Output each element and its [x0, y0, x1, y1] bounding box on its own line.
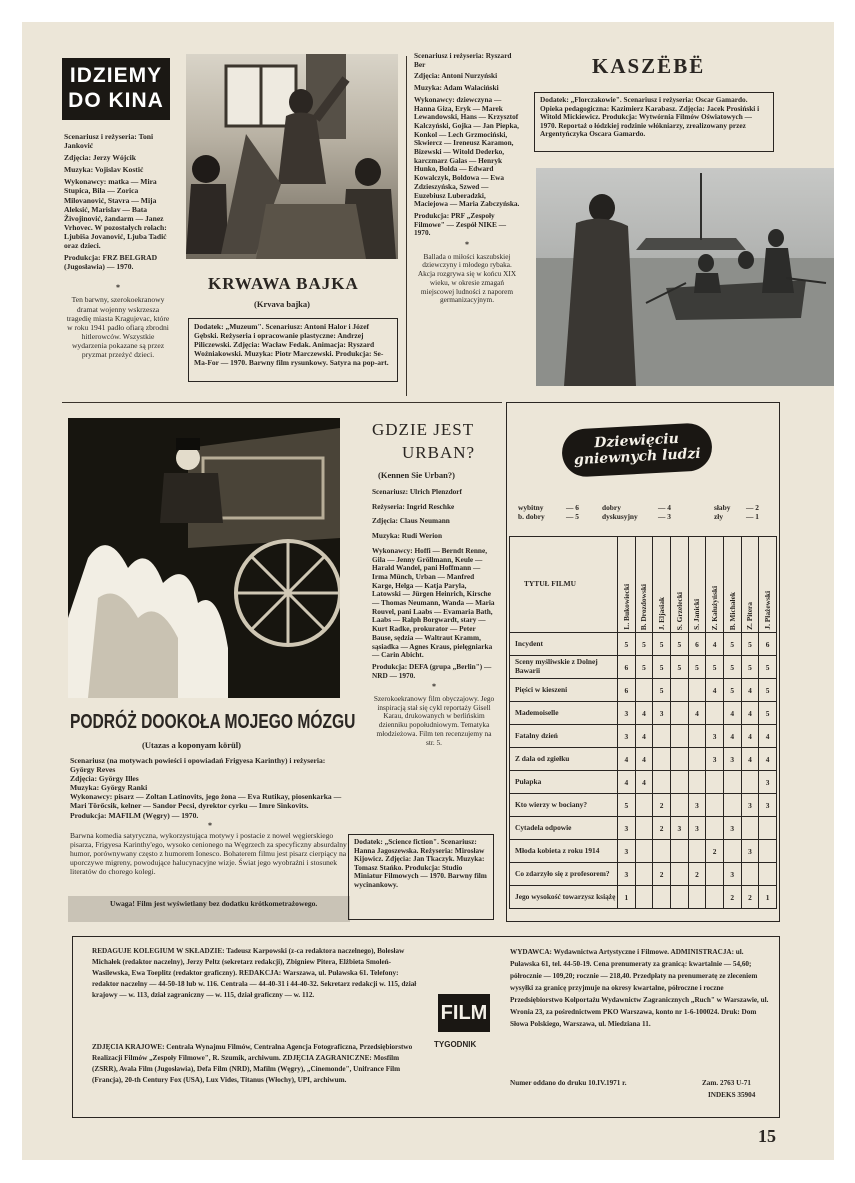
film-title-cell: Incydent [510, 633, 618, 656]
table-row [510, 633, 777, 656]
podroz-credit: Muzyka: György Ranki [70, 783, 148, 793]
score-cell: 3 [618, 725, 636, 748]
podroz-credit: Produkcja: MAFILM (Węgry) — 1970. [70, 810, 199, 820]
urban-review: Szerokoekranowy film obyczajowy. Jego inspiracją stał się cykl reportaży Gisell Karau, drukowanych w berlińskim dzienniku popołudniowym. Tematyka młodzieżowa. Film ten recenzujemy na str. 5. [373, 694, 495, 747]
urban-credit: Produkcja: DEFA (grupa „Berlin") — NRD — 1970. [372, 661, 492, 680]
score-cell: 3 [723, 748, 741, 771]
critic-header [706, 537, 724, 633]
score-cell [741, 817, 759, 840]
urban-credit: Zdjęcia: Claus Neumann [372, 516, 450, 526]
legend-label: zły [714, 511, 724, 521]
score-cell: 4 [723, 702, 741, 725]
score-cell: 4 [741, 679, 759, 702]
critic-name: L. Bukowiecki [621, 584, 631, 630]
section-divider [62, 402, 502, 403]
legend-value: — 3 [658, 511, 671, 521]
score-cell: 4 [741, 725, 759, 748]
score-cell: 3 [741, 840, 759, 863]
score-cell: 3 [688, 817, 706, 840]
urban-credit: Scenariusz: Ulrich Plenzdorf [372, 487, 462, 496]
krwawa-credit: Wykonawcy: matka — Mira Stupica, Bila — Zorica Milovanović, Stavra — Mija Aleksić, Marislav — Bata Živojinović, żandarm — Janez Vrhovec. W pozostałych rolach: Ljubiša Jovanović, Ljuba Tadić oraz dzieci. [64, 177, 167, 251]
film-title-cell: Fatalny dzień [510, 725, 618, 748]
legend-label: dyskusyjny [602, 511, 638, 521]
critic-header [688, 537, 706, 633]
score-cell [706, 817, 724, 840]
krwawa-credit: Zdjęcia: Jerzy Wójcik [64, 153, 136, 163]
score-cell: 5 [635, 633, 653, 656]
score-cell: 2 [653, 863, 671, 886]
legend-value: — 2 [746, 503, 759, 512]
score-cell: 2 [723, 886, 741, 909]
legend-value: — 4 [658, 503, 671, 512]
score-cell: 2 [741, 886, 759, 909]
film-title-cell: Kto wierzy w bociany? [510, 794, 618, 817]
score-cell: 5 [759, 679, 777, 702]
score-cell: 3 [706, 725, 724, 748]
table-row [510, 863, 777, 886]
urban-supplement: Dodatek: „Science fiction". Scenariusz: Hanna Jagoszewska. Reżyseria: Mirosław Kijowicz. Zdjęcia: Jan Tkaczyk. Muzyka: Tomasz Stańko. Produkcja: Studio Miniatur Filmowych — 1970. Barwny film wycinankowy. [354, 837, 487, 889]
score-cell [706, 771, 724, 794]
score-cell [670, 748, 688, 771]
score-cell [635, 840, 653, 863]
score-cell: 6 [618, 656, 636, 679]
critic-header [759, 537, 777, 633]
film-logo [438, 994, 490, 1032]
krwawa-original-title: (Krvava bajka) [254, 299, 310, 309]
kaszebe-review: Ballada o miłości kaszubskiej dziewczyny i młodego rybaka. Akcja rozgrywa się w końcu XIX wieku, w okresie zmagań miejscowej ludności z naporem germanizacyjnym. [417, 251, 517, 305]
score-cell: 5 [723, 633, 741, 656]
krwawa-photo-scene [186, 54, 398, 259]
krwawa-credit: Muzyka: Vojislav Kostić [64, 165, 144, 175]
score-cell: 3 [653, 702, 671, 725]
critic-name: Z. Kałużyński [710, 585, 720, 630]
critic-header [670, 537, 688, 633]
score-cell: 5 [653, 656, 671, 679]
score-cell [759, 817, 777, 840]
score-cell: 5 [653, 679, 671, 702]
score-cell [653, 840, 671, 863]
score-cell [653, 886, 671, 909]
podroz-title: PODRÓŻ DOOKOŁA MOJEGO MÓZGU [70, 711, 356, 733]
podroz-note-box [68, 896, 350, 922]
score-cell: 3 [706, 748, 724, 771]
film-title-cell: Cytadela odpowie [510, 817, 618, 840]
table-row [510, 794, 777, 817]
legend-label: b. dobry [518, 511, 545, 521]
film-title-cell: Pułapka [510, 771, 618, 794]
score-cell: 5 [759, 702, 777, 725]
legend-value: — 6 [566, 503, 579, 512]
podroz-photo [68, 418, 340, 698]
score-cell: 4 [706, 633, 724, 656]
grades-table [509, 536, 777, 909]
score-cell: 5 [706, 656, 724, 679]
score-cell [670, 771, 688, 794]
score-cell [706, 863, 724, 886]
krwawa-review: Ten barwny, szerokoekranowy dramat wojenny wskrzesza tragedię miasta Kragujevac, które w roku 1941 padło ofiarą zbrodni hitlerowców. Wszystkie wydarzenia pokazane są przez pryzmat przeżyć dzieci. [66, 295, 170, 359]
score-cell [688, 679, 706, 702]
score-cell [670, 725, 688, 748]
legend-label: słaby [714, 503, 731, 512]
score-cell [688, 771, 706, 794]
podroz-note: Uwaga! Film jest wyświetlany bez dodatku krótkometrażowego. [110, 899, 318, 908]
critic-header [723, 537, 741, 633]
page-number: 15 [758, 1126, 776, 1146]
podroz-credit: Scenariusz (na motywach powieści i opowiadań Frigyesa Karinthy) i reżyseria: György Reves [70, 756, 326, 775]
legend-value: — 1 [746, 511, 759, 521]
podroz-credits: Scenariusz (na motywach powieści i opowiadań Frigyesa Karinthy) i reżyseria: György Reves Zdjęcia: György Illes Muzyka: György Ranki Wykonawcy: pisarz — Zoltan Latinovits, jego żona — Eva Rutikay, piosenkarka — Mari Törőcsik, kelner — Sandor Pecsi, dyrektor cyrku — Imre Sinkovits. Produkcja: MAFILM (Węgry) — 1970. * Barwna komedia satyryczna, wykorzystująca motywy i postacie z nowel węgierskiego pisarza, Frigyesa Karinthy'ego, wysoko cenionego na Węgrzech za specyficzny absurdalny humor, porównywany często z humorem Ionesco. Bohaterem filmu jest pisarz cierpiący na uporczywe migreny, powodujące halucynacyjne wizje. Świat jego wyobraźni i stosunek literatów do chorego kolegi. [70, 756, 350, 879]
grades-heading-badge [561, 422, 713, 478]
score-cell: 4 [706, 679, 724, 702]
film-title-cell: Z dala od zgiełku [510, 748, 618, 771]
score-cell [670, 794, 688, 817]
score-cell: 4 [635, 771, 653, 794]
score-cell [653, 725, 671, 748]
urban-credit: Wykonawcy: Hoffi — Berndt Renne, Gila — Jenny Gröllmann, Keule — Harald Wandel, pani Hoffmann — Irma Münch, Urban — Manfred Karge, Helga — Katja Paryla, Latowski — Jürgen Heinrich, Kirsche — Thomas Neumann, Wanda — Maria Rouvel, pani Laabs — Evamaria Bath, Laabs — Ralph Borgwardt, stary — Kurt Radke, prokurator — Peter Bause, sędzia — Waltraut Kramm, sąsiadka — Agnes Kraus, pielęgniarka — Carin Abicht. [372, 545, 495, 660]
critic-header [635, 537, 653, 633]
score-cell: 4 [741, 748, 759, 771]
score-cell: 6 [688, 633, 706, 656]
score-cell: 1 [759, 886, 777, 909]
score-cell [670, 886, 688, 909]
score-cell: 5 [759, 656, 777, 679]
kaszebe-credit: Wykonawcy: dziewczyna — Hanna Giza, Eryk — Marek Lewandowski, Hans — Krzysztof Kalczyński, Gojka — Jan Piepka, Konkol — Lech Grzmociński, Skwiercz — Ireneusz Karamon, Bizewski — Witold Dederko, karczmarz Galas — Henryk Hunko, Bolda — Edward Kowalczyk, Boldowa — Ewa Zdzieszyńska, Szwed — Euzebiusz Luberadzki, Maciejowa — Maria Zabczyńska. [414, 94, 520, 209]
table-row [510, 702, 777, 725]
podroz-credit: Wykonawcy: pisarz — Zoltan Latinovits, jego żona — Eva Rutikay, piosenkarka — Mari Törőcsik, kelner — Sandor Pecsi, dyrektor cyrku — Imre Sinkovits. [70, 792, 342, 811]
magazine-page [22, 22, 834, 1160]
footer-publisher: WYDAWCA: Wydawnictwa Artystyczne i Filmowe. ADMINISTRACJA: ul. Puławska 61, tel. 44-50-19. Cena prenumeraty za granicą: kwartalnie — 54,60; półrocznie — 109,20; rocznie — 218,40. Przedpłaty na prenumeratę ze zleceniem wysyłki za granicę przyjmuje na okresy kwartalne, półroczne i roczne Przedsiębiorstwo Kolportażu Wydawnictw Zagranicznych „Ruch" w Warszawie, ul. Wronia 23, za pośrednictwem PKO Warszawa, konto nr 1-6-100024. Druk: Dom Słowa Polskiego, Warszawa, ul. Miedziana 11. [510, 948, 769, 1028]
table-row [510, 840, 777, 863]
score-cell: 4 [741, 702, 759, 725]
score-cell: 4 [759, 725, 777, 748]
footer-photos: ZDJĘCIA KRAJOWE: Centrala Wynajmu Filmów, Centralna Agencja Fotograficzna, Przedsiębiorstwo Realizacji Filmów „Zespoły Filmowe", R. Szumik, archiwum. ZDJĘCIA ZAGRANICZNE: Mosfilm (ZSRR), Avala Film (Jugosławia), Defa Film (NRD), Mafilm (Węgry), „Cinemonde", Unifrance Film (Francja), 20-th Century Fox (USA), Lux Vides, Titanus (Włochy), UPI, archiwum. [92, 1043, 413, 1084]
krwawa-supplement-box [188, 318, 398, 382]
score-cell [723, 794, 741, 817]
score-cell [670, 679, 688, 702]
score-cell [653, 771, 671, 794]
score-cell [635, 794, 653, 817]
score-cell: 4 [688, 702, 706, 725]
film-title-cell: Młoda kobieta z roku 1914 [510, 840, 618, 863]
score-cell: 5 [723, 656, 741, 679]
grades-header-row [510, 537, 777, 633]
score-cell [635, 817, 653, 840]
score-cell: 4 [618, 771, 636, 794]
score-cell [723, 771, 741, 794]
table-row [510, 656, 777, 679]
score-cell: 3 [741, 794, 759, 817]
score-cell: 2 [706, 840, 724, 863]
cinema-logo-line1: IDZIEMY [69, 64, 163, 87]
kaszebe-credit: Produkcja: PRF „Zespoły Filmowe" — Zespół NIKE — 1970. [414, 210, 507, 238]
krwawa-credits: Scenariusz i reżyseria: Toni Janković Zdjęcia: Jerzy Wójcik Muzyka: Vojislav Kostić Wykonawcy: matka — Mira Stupica, Bila — Zorica Milovanović, Stavra — Mija Aleksić, Marislav — Bata Živojinović, żandarm — Janez Vrhovec. W pozostałych rolach: Ljubiša Jovanović, Ljuba Tadić oraz dzieci. Produkcja: FRZ BELGRAD (Jugosławia) — 1970. * Ten barwny, szerokoekranowy dramat wojenny wskrzesza tragedię miasta Kragujevac, które w roku 1941 padło ofiarą zbrodni hitlerowców. Wszystkie wydarzenia pokazane są przez pryzmat przeżyć dzieci. [64, 132, 172, 362]
score-cell: 5 [618, 794, 636, 817]
score-cell: 4 [759, 748, 777, 771]
score-cell: 5 [723, 679, 741, 702]
score-cell [670, 840, 688, 863]
critic-name: B. Michałek [727, 591, 737, 630]
legend-value: — 5 [566, 511, 579, 521]
film-title-header: TYTUŁ FILMU [510, 537, 618, 633]
score-cell: 4 [635, 702, 653, 725]
score-cell: 3 [670, 817, 688, 840]
score-cell: 5 [741, 633, 759, 656]
footer-order: Zam. 2763 U-71 [702, 1079, 751, 1087]
podroz-credit: Zdjęcia: György Illes [70, 774, 139, 784]
table-row [510, 771, 777, 794]
score-cell: 3 [688, 794, 706, 817]
score-cell: 3 [759, 771, 777, 794]
score-cell: 5 [741, 656, 759, 679]
score-cell [688, 725, 706, 748]
urban-title-line2: URBAN? [402, 443, 476, 462]
kaszebe-supplement: Dodatek: „Florczakowie". Scenariusz i reżyseria: Oscar Gamardo. Opieka pedagogiczna: Kazimierz Karabasz. Zdjęcia: Jacek Prosiński i Witold Mickiewicz. Produkcja: Wytwórnia Filmów Oświatowych — 1970. Reportaż o łódzkiej rodzinie włókniarzy, zrealizowany przez Argentyńczyka Oscara Gamardo. [540, 95, 760, 139]
score-cell: 5 [618, 633, 636, 656]
grades-heading-line2: gniewnych ludzi [573, 445, 702, 469]
urban-title-line1: GDZIE JEST [372, 420, 475, 439]
table-row [510, 886, 777, 909]
kaszebe-credit: Scenariusz i reżyseria: Ryszard Ber [414, 51, 512, 69]
score-cell: 4 [635, 725, 653, 748]
score-cell: 2 [653, 817, 671, 840]
score-cell: 5 [688, 656, 706, 679]
score-cell: 5 [670, 656, 688, 679]
score-cell [706, 702, 724, 725]
cinema-logo [62, 58, 170, 120]
kaszebe-credit: Zdjęcia: Antoni Nurzyński [414, 71, 498, 81]
urban-original-title: (Kennen Sie Urban?) [378, 470, 455, 480]
film-logo-text: FILM [440, 1002, 488, 1024]
urban-credits: Scenariusz: Ulrich Plenzdorf Reżyseria: Ingrid Reschke Zdjęcia: Claus Neumann Muzyka: Rudi Werion Wykonawcy: Hoffi — Berndt Renne, Gila — Jenny Gröllmann, Keule — Harald Wandel, pani Hoffmann — Irma Münch, Urban — Manfred Karge, Helga — Katja Paryla, Latowski — Jürgen Heinrich, Kirsche — Thomas Neumann, Wanda — Maria Rouvel, pani Laabs — Evamaria Bath, Laabs — Ralph Borgwardt, stary — Kurt Radke, prokurator — Peter Bause, sędzia — Waltraut Kramm, sąsiadka — Agnes Kraus, pielęgniarka — Carin Abicht. Produkcja: DEFA (grupa „Berlin") — NRD — 1970. * Szerokoekranowy film obyczajowy. Jego inspiracją stał się cykl reportaży Gisell Karau, drukowanych w berlińskim dzienniku popołudniowym. Tematyka młodzieżowa. Film ten recenzujemy na str. 5. [372, 487, 495, 747]
score-cell: 3 [759, 794, 777, 817]
score-cell: 5 [635, 656, 653, 679]
film-title-cell: Mademoiselle [510, 702, 618, 725]
critic-name: J. Eljasiak [657, 596, 667, 630]
score-cell: 4 [618, 748, 636, 771]
legend-label: wybitny [518, 503, 544, 512]
score-cell: 6 [618, 679, 636, 702]
score-cell: 5 [670, 633, 688, 656]
score-cell [635, 886, 653, 909]
kaszebe-credit: Muzyka: Adam Walaciński [414, 83, 499, 93]
score-cell: 1 [618, 886, 636, 909]
score-cell: 3 [723, 817, 741, 840]
film-title-cell: Co zdarzyło się z profesorem? [510, 863, 618, 886]
score-cell [670, 863, 688, 886]
kaszebe-title: KASZËBË [592, 54, 706, 78]
critic-name: J. Płażewski [763, 591, 773, 630]
table-row [510, 748, 777, 771]
urban-supplement-box [348, 834, 494, 920]
score-cell [688, 748, 706, 771]
score-cell [759, 863, 777, 886]
podroz-review: Barwna komedia satyryczna, wykorzystująca motywy i postacie z nowel węgierskiego pisarza, Frigyesa Karinthy'ego, wysoko cenionego na Węgrzech za specyficzny absurdalny humor, porównywany często z humorem Ionesco. Bohaterem filmu jest pisarz cierpiący na uporczywe migreny, powodujące halucynacyjne wizje. Świat jego wyobraźni i stosunek literatów do chorego kolegi. [70, 830, 347, 877]
score-cell: 6 [759, 633, 777, 656]
score-cell: 3 [723, 863, 741, 886]
table-row [510, 679, 777, 702]
column-divider [406, 56, 407, 396]
grades-heading-line1: Dziewięciu [593, 430, 680, 452]
cinema-logo-line2: DO KINA [68, 89, 164, 112]
score-cell [635, 679, 653, 702]
score-cell [741, 863, 759, 886]
footer-editorial: REDAGUJE KOLEGIUM W SKŁADZIE: Tadeusz Karpowski (z-ca redaktora naczelnego), Bolesław Michałek (redaktor naczelny), Jerzy Peltz (sekretarz redakcji), Zbigniew Pitera, Elżbieta Smoleń-Wasilewska, Ewa Toeplitz (redaktor graficzny). REDAKCJA: Warszawa, ul. Puławska 61. Telefony: redaktor naczelny — 44-50-18 lub w. 116. Centrala — 44-40-31 i 44-40-32. Sekretarz redakcji w. 115, dział krajowy — w. 113, dział zagraniczny — w. 115, dział graficzny — w. 112. [92, 947, 417, 999]
score-cell [706, 886, 724, 909]
footer-print-date: Numer oddano do druku 10.IV.1971 r. [510, 1079, 627, 1087]
critic-name: S. Janicki [692, 599, 702, 630]
critic-name: S. Grzelecki [674, 591, 684, 630]
kaszebe-photo [536, 168, 834, 386]
critic-name: B. Drozdowski [639, 583, 649, 630]
legend-label: dobry [602, 503, 621, 512]
critic-header [741, 537, 759, 633]
footer-index: INDEKS 35904 [708, 1091, 756, 1099]
film-title-cell: Jego wysokość towarzysz książę [510, 886, 618, 909]
podroz-original-title: (Utazas a koponyam körül) [142, 740, 241, 750]
critic-name: Z. Pitera [745, 602, 755, 630]
krwawa-title: KRWAWA BAJKA [208, 274, 359, 293]
score-cell: 3 [618, 817, 636, 840]
kaszebe-supplement-box [534, 92, 774, 152]
score-cell: 4 [723, 725, 741, 748]
score-cell [688, 840, 706, 863]
score-cell: 4 [635, 748, 653, 771]
grades-legend-row [518, 504, 768, 513]
table-row [510, 725, 777, 748]
urban-credit: Reżyseria: Ingrid Reschke [372, 501, 455, 511]
grades-legend-row [518, 513, 768, 522]
score-cell [723, 840, 741, 863]
critic-header [653, 537, 671, 633]
score-cell [759, 840, 777, 863]
table-row [510, 817, 777, 840]
critic-header [618, 537, 636, 633]
score-cell: 3 [618, 840, 636, 863]
krwawa-photo [186, 54, 398, 259]
score-cell: 2 [653, 794, 671, 817]
kaszebe-credits: Scenariusz i reżyseria: Ryszard Ber Zdjęcia: Antoni Nurzyński Muzyka: Adam Walaciński Wykonawcy: dziewczyna — Hanna Giza, Eryk — Marek Lewandowski, Hans — Krzysztof Kalczyński, Gojka — Jan Piepka, Konkol — Lech Grzmociński, Skwiercz — Ireneusz Karamon, Bizewski — Witold Dederko, karczmarz Galas — Henryk Hunko, Bolda — Edward Kowalczyk, Boldowa — Ewa Zdzieszyńska, Szwed — Euzebiusz Luberadzki, Maciejowa — Maria Zabczyńska. Produkcja: PRF „Zespoły Filmowe" — Zespół NIKE — 1970. * Ballada o miłości kaszubskiej dziewczyny i młodego rybaka. Akcja rozgrywa się w końcu XIX wieku, w okresie zmagań miejscowej ludności z naporem germanizacyjnym. [414, 51, 520, 305]
score-cell: 2 [688, 863, 706, 886]
score-cell: 5 [653, 633, 671, 656]
score-cell: 3 [618, 702, 636, 725]
krwawa-supplement: Dodatek: „Muzeum". Scenariusz: Antoni Halor i Józef Gębski. Reżyseria i opracowanie plastyczne: Andrzej Piliczewski. Zdjęcia: Wacław Fedak. Animacja: Ryszard Woźniakowski. Muzyka: Piotr Marczewski. Produkcja: Se-Ma-For — 1970. Barwny film rysunkowy. Satyra na pop-art. [194, 322, 389, 367]
score-cell [635, 863, 653, 886]
score-cell [741, 771, 759, 794]
krwawa-credit: Scenariusz i reżyseria: Toni Janković [64, 132, 154, 151]
podroz-photo-scene [68, 418, 340, 698]
krwawa-credit: Produkcja: FRZ BELGRAD (Jugosławia) — 1970. [64, 253, 158, 272]
film-logo-subtitle: TYGODNIK [434, 1040, 477, 1049]
film-title-cell: Sceny myśliwskie z Dolnej Bawarii [510, 656, 618, 679]
score-cell: 3 [618, 863, 636, 886]
urban-credit: Muzyka: Rudi Werion [372, 531, 443, 541]
grades-legend [518, 504, 768, 521]
kaszebe-photo-scene [536, 168, 834, 386]
score-cell [706, 794, 724, 817]
score-cell [688, 886, 706, 909]
score-cell [670, 702, 688, 725]
film-title-cell: Pięści w kieszeni [510, 679, 618, 702]
score-cell [653, 748, 671, 771]
